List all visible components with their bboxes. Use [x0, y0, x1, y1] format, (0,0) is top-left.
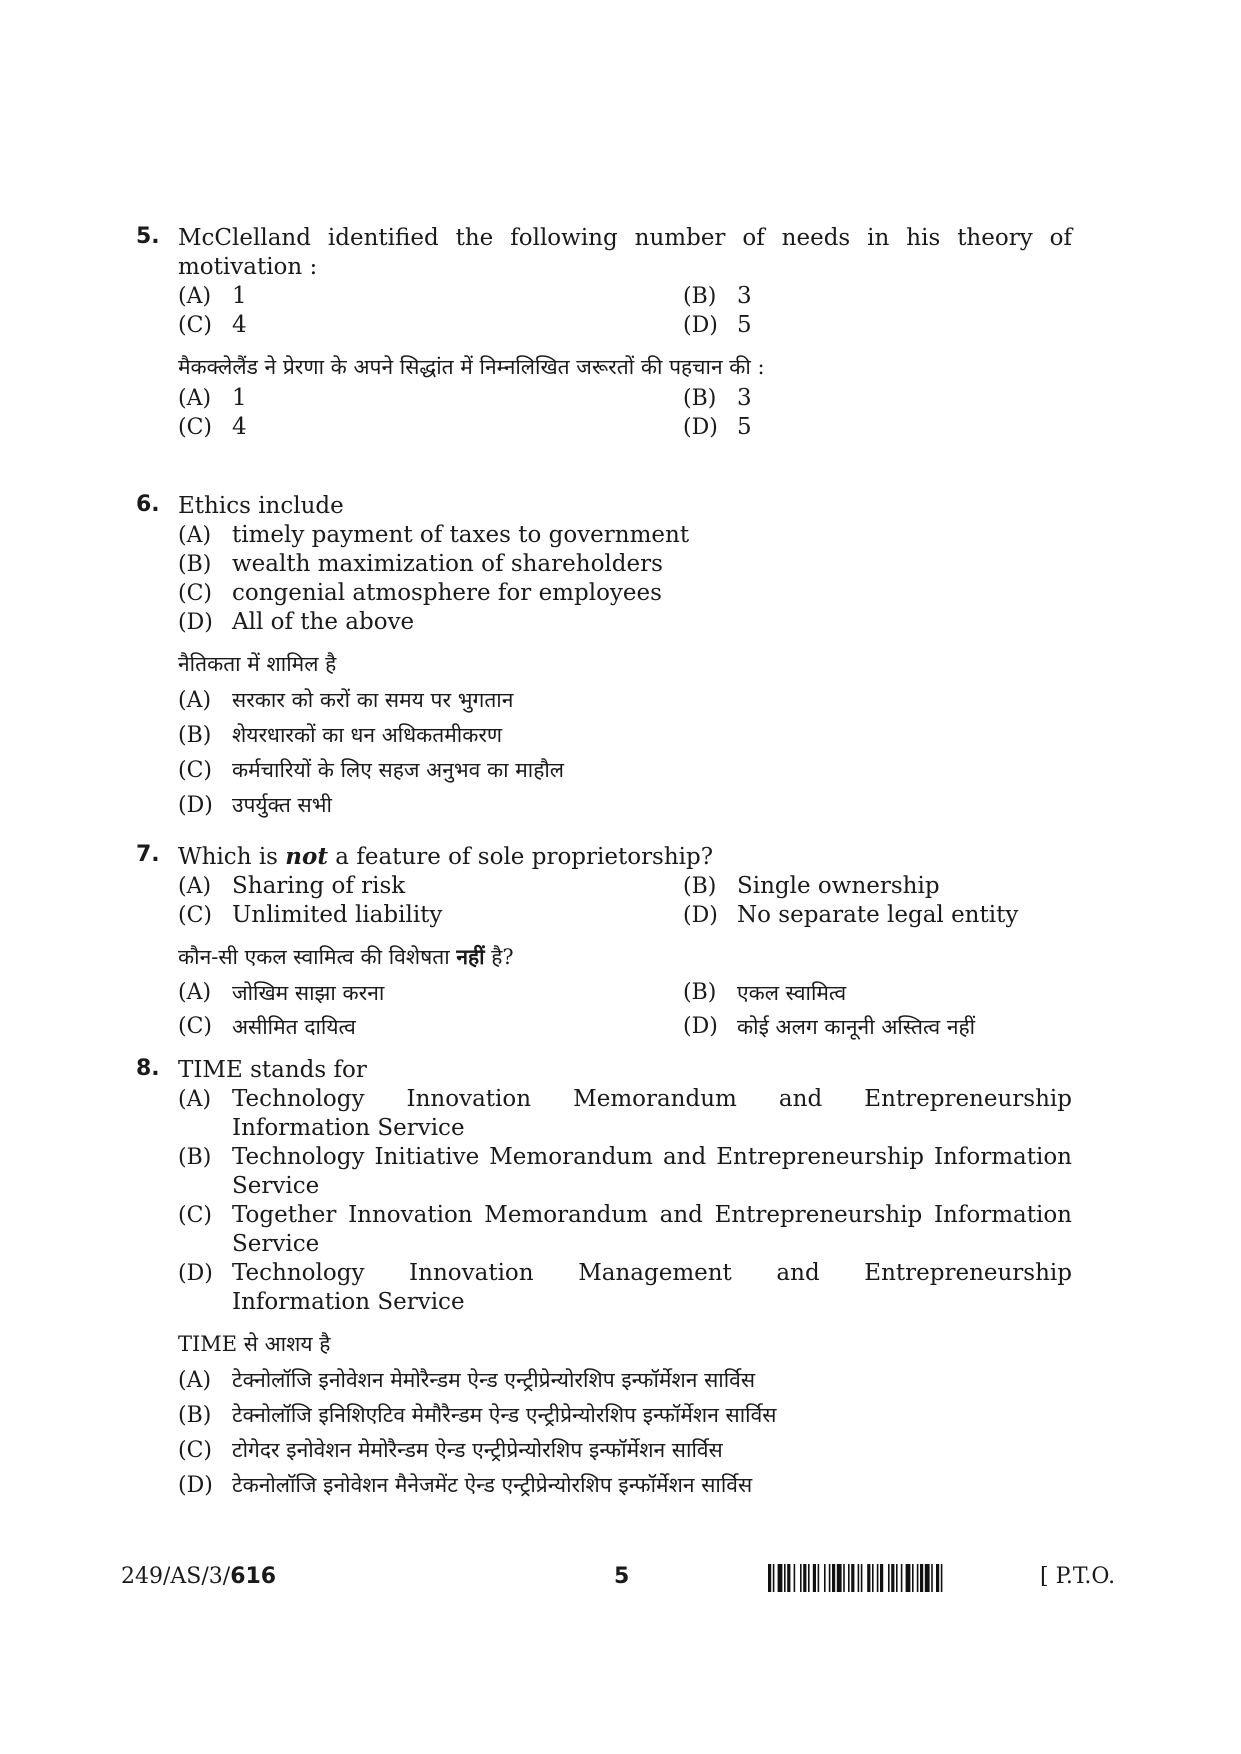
question-text-hi: मैकक्लेलैंड ने प्रेरणा के अपने सिद्धांत में निम्नलिखित जरूरतों की पहचान की : [178, 355, 765, 379]
option-b: (B) Single ownership [683, 873, 940, 899]
barcode-icon [768, 1564, 1024, 1592]
question-text-en: McClelland identified the following number of needs in his theory of motivation : [178, 225, 1072, 280]
option-a: (A) timely payment of taxes to government [178, 522, 690, 548]
page-number: 5 [614, 1564, 630, 1589]
question-text-hi: कौन-सी एकल स्वामित्व की विशेषता नहीं है? [178, 944, 514, 969]
options-hi [178, 1363, 1072, 1503]
option-c: (C) congenial atmosphere for employees [178, 580, 662, 606]
question-text-hi: नैतिकता में शामिल है [178, 652, 337, 676]
question-5 [136, 224, 1072, 442]
option-b: (B) Technology Initiative Memorandum and Entrepreneurship Information Service [178, 1144, 1072, 1199]
option-b: (B) wealth maximization of shareholders [178, 551, 663, 577]
option-b-hi: (B) 3 [683, 385, 752, 411]
question-number: 8. [136, 1056, 160, 1081]
options-en [178, 1085, 1072, 1317]
option-a: (A) 1 [178, 283, 247, 309]
options-hi [178, 976, 1072, 1044]
question-6 [136, 492, 1072, 823]
option-b-hi: (B) टेक्नोलॉजि इनिशिएटिव मेमौरैन्डम ऐन्ड एन्ट्रीप्रेन्योरशिप इन्फॉर्मेशन सार्विस [178, 1403, 777, 1428]
option-d: (D) Technology Innovation Management and Entrepreneurship Information Service [178, 1260, 1072, 1315]
question-text-en: TIME stands for [178, 1057, 367, 1083]
option-d-hi: (D) 5 [683, 414, 752, 440]
option-a-hi: (A) सरकार को करों का समय पर भुगतान [178, 688, 514, 713]
question-number: 7. [136, 842, 160, 867]
option-c: (C) 4 [178, 312, 247, 338]
option-c: (C) Together Innovation Memorandum and Entrepreneurship Information Service [178, 1202, 1072, 1257]
question-number: 5. [136, 224, 160, 249]
option-b-hi: (B) शेयरधारकों का धन अधिकतमीकरण [178, 723, 503, 748]
emphasis-nahin: नहीं [456, 944, 485, 969]
option-b: (B) 3 [683, 283, 752, 309]
option-a-hi: (A) जोखिम साझा करना [178, 980, 385, 1005]
option-d-hi: (D) उपर्युक्त सभी [178, 793, 332, 818]
options-en [178, 872, 1072, 930]
option-a-hi: (A) टेक्नोलॉजि इनोवेशन मेमोरैन्डम ऐन्ड एन्ट्रीप्रेन्योरशिप इन्फॉर्मेशन सार्विस [178, 1368, 756, 1393]
emphasis-not: not [285, 843, 328, 870]
paper-code: 249/AS/3/616 [121, 1564, 277, 1589]
question-text-en: Which is not a feature of sole proprietorship? [178, 843, 714, 870]
page-footer [0, 1564, 1241, 1604]
question-8 [136, 1056, 1072, 1503]
option-c-hi: (C) कर्मचारियों के लिए सहज अनुभव का माहौल [178, 758, 565, 783]
option-d: (D) No separate legal entity [683, 902, 1019, 928]
question-number: 6. [136, 492, 160, 517]
options-en [178, 521, 1072, 637]
option-b-hi: (B) एकल स्वामित्व [683, 980, 847, 1005]
option-c: (C) Unlimited liability [178, 902, 443, 928]
question-text-en: Ethics include [178, 493, 344, 519]
option-c-hi: (C) टोगेदर इनोवेशन मेमोरैन्डम ऐन्ड एन्ट्रीप्रेन्योरशिप इन्फॉर्मेशन सार्विस [178, 1438, 723, 1463]
question-7 [136, 842, 1072, 1044]
question-text-hi: TIME से आशय है [178, 1332, 331, 1356]
options-hi [178, 384, 1072, 442]
option-d: (D) 5 [683, 312, 752, 338]
pto-label: [ P.T.O. [1040, 1564, 1116, 1589]
option-d-hi: (D) कोई अलग कानूनी अस्तित्व नहीं [683, 1014, 976, 1039]
option-a-hi: (A) 1 [178, 385, 247, 411]
options-hi [178, 683, 1072, 823]
option-d: (D) All of the above [178, 609, 415, 635]
option-d-hi: (D) टेकनोलॉजि इनोवेशन मैनेजमेंट ऐन्ड एन्ट्रीप्रेन्योरशिप इन्फॉर्मेशन सार्विस [178, 1473, 753, 1498]
option-c-hi: (C) 4 [178, 414, 247, 440]
option-a: (A) Sharing of risk [178, 873, 406, 899]
option-c-hi: (C) असीमित दायित्व [178, 1014, 356, 1039]
option-a: (A) Technology Innovation Memorandum and Entrepreneurship Information Service [178, 1086, 1072, 1141]
options-en [178, 282, 1072, 340]
